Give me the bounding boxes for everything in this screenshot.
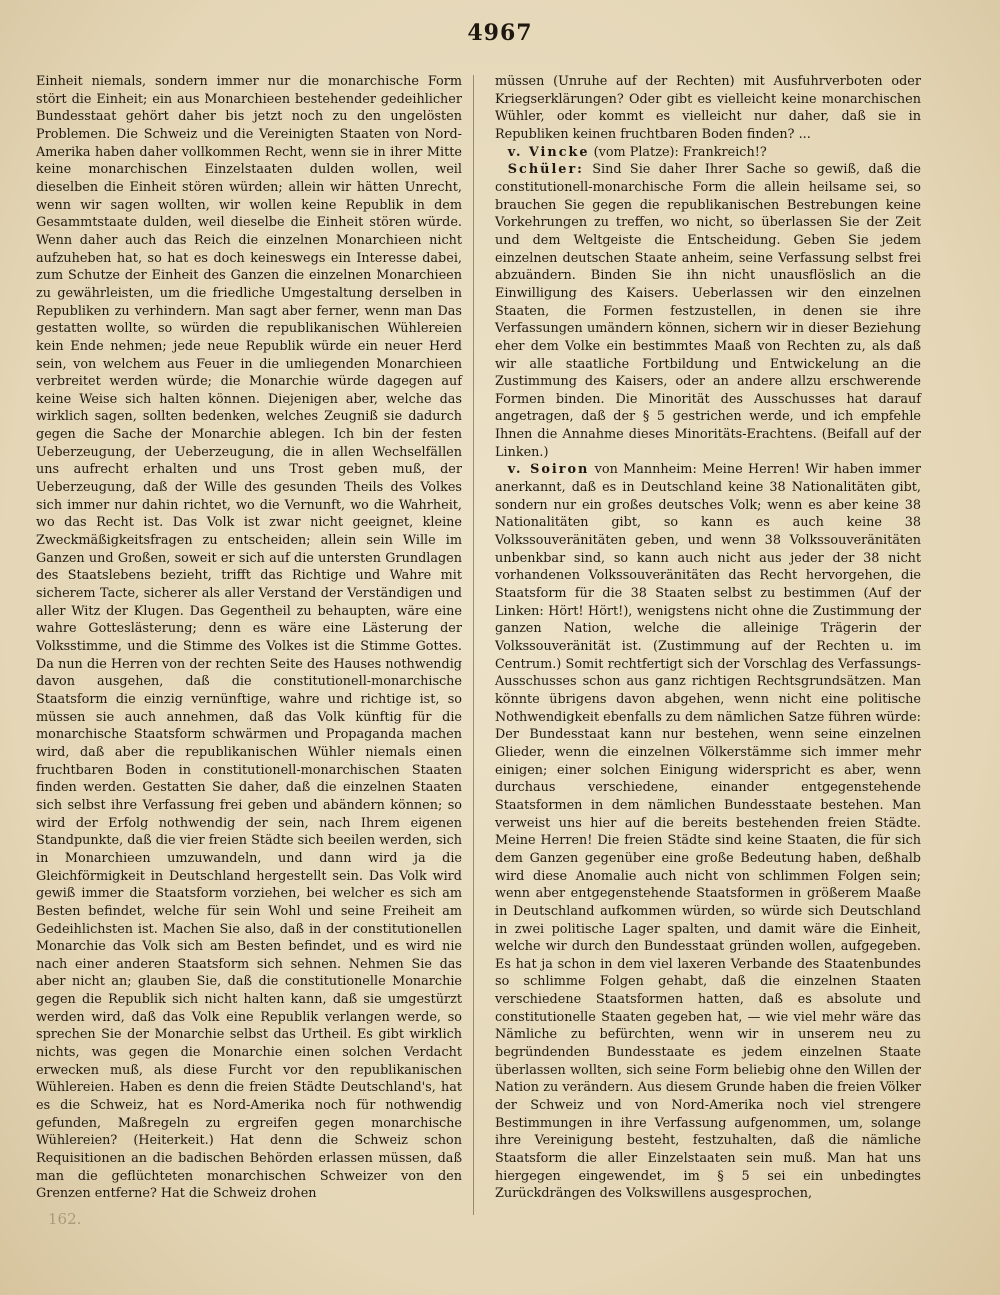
- footer-mark: 162.: [48, 1210, 82, 1228]
- speech-schueler: [495, 161, 921, 461]
- speech-vincke: [495, 144, 921, 162]
- speech-schueler-text: Sind Sie daher Ihrer Sache so gewiß, daß die constitutionell-monarchische Form die allein heilsame sei, so brauchen Sie gegen die republikanischen Bestrebungen keine Vorkehrungen zu treffen, wo nicht, so überlassen Sie der Zeit und dem Weltgeiste die Entscheidung. Geben Sie jedem einzelnen deutschen Staate anheim, seine Verfassung selbst frei abzuändern. Binden Sie ihn nicht unausflöslich an die Einwilligung des Kaisers. Ueberlassen wir den einzelnen Staaten, die Formen festzustellen, in denen sie ihre Verfassungen umändern können, sichern wir in dieser Beziehung eher dem Volke ein bestimmtes Maaß von Rechten zu, als daß wir alle staatliche Fortbildung und Entwickelung an die Zustimmung des Kaisers, oder an andere allzu erschwerende Formen binden. Die Minorität des Ausschusses hat darauf angetragen, daß der § 5 gestrichen werde, und ich empfehle Ihnen die Annahme dieses Minoritäts-Erachtens. (Beifall auf der Linken.): [495, 162, 921, 460]
- right-paragraph: müssen (Unruhe auf der Rechten) mit Ausfuhrverboten oder Kriegserklärungen? Oder gibt es vielleicht keine monarchischen Wühler, oder kommt es vielleicht nur daher, daß sie in Republiken keinen fruchtbaren Boden finden? ...: [495, 74, 921, 142]
- speech-vincke-text: (vom Platze): Frankreich!?: [589, 144, 767, 160]
- column-divider: [473, 75, 474, 1215]
- speech-soiron: [495, 461, 921, 1203]
- speech-soiron-text: von Mannheim: Meine Herren! Wir haben immer anerkannt, daß es in Deutschland keine 38 Nationalitäten gibt, sondern nur ein großes deutsches Volk; wenn es aber keine 38 Nationalitäten gibt, so kann es auch keine 38 Volkssouveränitäten geben, und wenn 38 Volkssouveränitäten unbenkbar sind, so kann auch nicht aus jeder der 38 nicht vorhandenen Volkssouveränitäten das Recht hervorgehen, die Staatsform für die 38 Staaten selbst zu bestimmen (Auf der Linken: Hört! Hört!), wenigstens nicht ohne die Zustimmung der ganzen Nation, welche die alleinige Trägerin der Volkssouveränität ist. (Zustimmung auf der Rechten u. im Centrum.) Somit rechtfertigt sich der Vorschlag des Verfassungs-Ausschusses schon aus ganz richtigen Rechtsgrundsätzen. Man könnte übrigens davon abgehen, wenn nicht eine politische Nothwendigkeit ebenfalls zu dem nämlichen Satze führen würde: Der Bundesstaat kann nur bestehen, wenn seine einzelnen Glieder, wenn die einzelnen Völkerstämme sich immer mehr einigen; einer solchen Einigung widerspricht es aber, wenn durchaus verschiedene, einander entgegenstehende Staatsformen in dem nämlichen Bundesstaate bestehen. Man verweist uns hier auf die bereits bestehenden freien Städte. Meine Herren! Die freien Städte sind keine Staaten, die für sich dem Ganzen gegenüber eine große Bedeutung haben, deßhalb wird diese Anomalie auch nicht von schlimmen Folgen sein; wenn aber entgegenstehende Staatsformen in größerem Maaße in Deutschland aufkommen würden, so würde sich Deutschland in zwei politische Lager spalten, und damit wäre die Einheit, welche wir durch den Bundesstaat gründen wollen, aufgegeben. Es hat ja schon in dem viel laxeren Verbande des Staatenbundes so schlimme Folgen gehabt, daß die einzelnen Staaten verschiedene Staatsformen hatten, daß es absolute und constitutionelle Staaten gegeben hat, — wie viel mehr wäre das Nämliche zu befürchten, wenn wir in unserem neu zu begründenden Bundesstaate es jedem einzelnen Staate überlassen wollten, sich seine Form beliebig ohne den Willen der Nation zu verändern. Aus diesem Grunde haben die freien Völker der Schweiz und von Nord-Amerika noch viel strengere Bestimmungen in ihre Verfassung aufgenommen, um, solange ihre Vereinigung besteht, festzuhalten, daß die nämliche Staatsform die aller Einzelstaaten sein muß. Man hat uns hiergegen eingewendet, im § 5 sei ein unbedingtes Zurückdrängen des Volkswillens ausgesprochen,: [495, 462, 921, 1202]
- right-column: [495, 73, 921, 1203]
- speaker-schueler: Schüler:: [507, 162, 584, 178]
- left-paragraph: Einheit niemals, sondern immer nur die monarchische Form stört die Einheit; ein aus Monarchieen bestehender gedeihlicher Bundesstaat gehört daher bis jetzt noch zu den ungelösten Problemen. Die Schweiz und die Vereinigten Staaten von Nord-Amerika haben daher vollkommen Recht, wenn sie in ihrer Mitte keine monarchischen Einzelstaaten dulden wollen, weil dieselben die Einheit stören würden; allein wir hätten Unrecht, wenn wir sagen wollten, wir wollen keine Republik in dem Gesammtstaate dulden, weil dieselbe die Einheit stören würde. Wenn daher auch das Reich die einzelnen Monarchieen nicht aufzuheben hat, so hat es doch keineswegs ein Interesse dabei, zum Schutze der Einheit des Ganzen die einzelnen Monarchieen zu gewährleisten, um die friedliche Umgestaltung derselben in Republiken zu verhindern. Man sagt aber ferner, wenn man Das gestatten wollte, so würden die republikanischen Wühlereien kein Ende nehmen; jede neue Republik würde ein neuer Herd sein, von welchem aus Feuer in die umliegenden Monarchieen verbreitet werden würde; die Monarchie würde dagegen auf keine Weise sich halten können. Diejenigen aber, welche das wirklich sagen, sollten bedenken, welches Zeugniß sie dadurch gegen die Sache der Monarchie ablegen. Ich bin der festen Ueberzeugung, der Ueberzeugung, die in allen Wechselfällen uns aufrecht erhalten und uns Trost geben muß, der Ueberzeugung, daß der Wille des gesunden Theils des Volkes sich immer nur dahin richtet, wo die Vernunft, wo die Wahrheit, wo das Recht ist. Das Volk ist zwar nicht geeignet, kleine Zweckmäßigkeitsfragen zu entscheiden; allein sein Wille im Ganzen und Großen, soweit er sich auf die untersten Grundlagen des Staatslebens bezieht, trifft das Richtige und Wahre mit sicherem Tacte, sicherer als aller Verstand der Verständigen und aller Witz der Klugen. Das Gegentheil zu behaupten, wäre eine wahre Gotteslästerung; denn es wäre eine Lästerung der Volksstimme, und die Stimme des Volkes ist die Stimme Gottes. Da nun die Herren von der rechten Seite des Hauses nothwendig davon ausgehen, daß die constitutionell-monarchische Staatsform die einzig vernünftige, wahre und richtige ist, so müssen sie auch annehmen, daß das Volk künftig für die monarchische Staatsform schwärmen und Propaganda machen wird, daß aber die republikanischen Wühler niemals einen fruchtbaren Boden in constitutionell-monarchischen Staaten finden werden. Gestatten Sie daher, daß die einzelnen Staaten sich selbst ihre Verfassung frei geben und abändern können; so wird der Erfolg nothwendig der sein, nach Ihrem eigenen Standpunkte, daß die vier freien Städte sich beeilen werden, sich in Monarchieen umzuwandeln, und dann wird ja die Gleichförmigkeit in Deutschland hergestellt sein. Das Volk wird gewiß immer die Staatsform vorziehen, bei welcher es sich am Besten befindet, welche für sein Wohl und seine Freiheit am Gedeihlichsten ist. Machen Sie also, daß in der constitutionellen Monarchie das Volk sich am Besten befindet, und es wird nie nach einer anderen Staatsform sich sehnen. Nehmen Sie das aber nicht an; glauben Sie, daß die constitutionelle Monarchie gegen die Republik sich nicht halten kann, daß sie umgestürzt werden wird, daß das Volk eine Republik verlangen werde, so sprechen Sie der Monarchie selbst das Urtheil. Es gibt wirklich nichts, was gegen die Monarchie einen solchen Verdacht erwecken muß, als diese Furcht vor den republikanischen Wühlereien. Haben es denn die freien Städte Deutschland's, hat es die Schweiz, hat es Nord-Amerika noch für nothwendig gefunden, Maßregeln zu ergreifen gegen monarchische Wühlereien? (Heiterkeit.) Hat denn die Schweiz schon Requisitionen an die badischen Behörden erlassen müssen, daß man die geflüchteten monarchischen Schweizer von den Grenzen entferne? Hat die Schweiz drohen: [36, 74, 463, 1202]
- page-number: 4967: [467, 20, 533, 46]
- speaker-soiron: v. Soiron: [507, 462, 590, 478]
- left-column: [36, 73, 462, 1203]
- speaker-vincke: v. Vincke: [507, 144, 590, 160]
